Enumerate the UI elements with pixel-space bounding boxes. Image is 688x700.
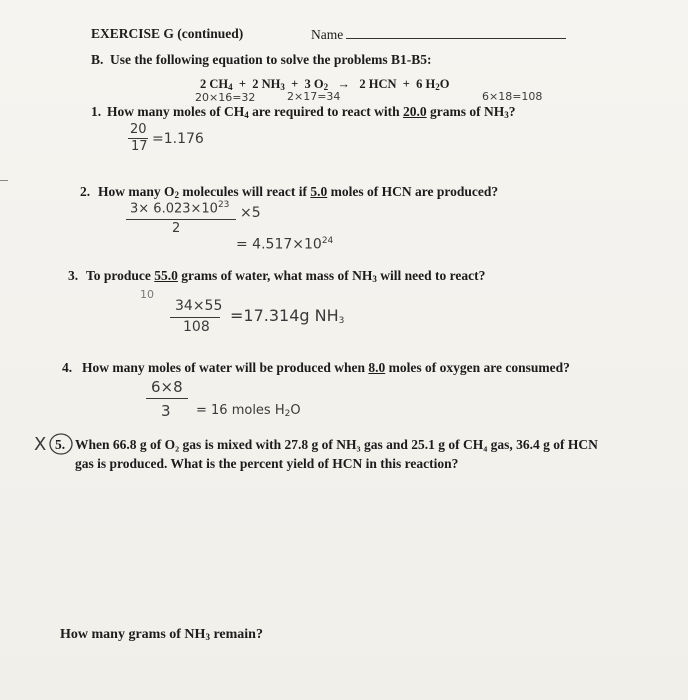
- q1-text: How many moles of $CH_4$ are required to react with 20.0 grams of $NH_3$?: [107, 104, 516, 120]
- q1-work-denominator: 17: [131, 139, 148, 154]
- handwritten-note-3: 6×18=108: [482, 90, 543, 103]
- q3-text: To produce 55.0 grams of water, what mass of $NH_3$ will need to react?: [86, 268, 486, 284]
- q3-number: 3.: [68, 268, 79, 283]
- q4-work-result: = 16 moles $H_2O$: [196, 403, 301, 419]
- q3-work-numerator: 34×55: [175, 298, 223, 314]
- q2-work-result: = $4.517\times 10^{24}$: [236, 236, 334, 253]
- q1-work-result: =1.176: [152, 131, 204, 147]
- name-label: Name: [311, 27, 344, 42]
- q5-x-mark: X: [34, 434, 47, 455]
- q1-work-numerator: 20: [130, 122, 147, 137]
- q2-work-denominator: 2: [172, 221, 181, 236]
- q2-fraction-bar: [126, 219, 236, 220]
- q3-fraction-bar: [170, 317, 220, 318]
- q5-text-line-1: When 66.8 g of O₂ gas is mixed with 27.8 g of NH₃ gas and 25.1 g of CH₄ gas, 36.4 g of HCN: [75, 437, 598, 452]
- page-edge-mark: [0, 180, 8, 181]
- q4-work-numerator: 6×8: [151, 378, 183, 396]
- section-b-instruction: Use the following equation to solve the problems B1-B5:: [110, 52, 432, 67]
- q4-number: 4.: [62, 360, 73, 375]
- section-b-label: B.: [91, 52, 104, 67]
- q2-work-numerator: $3\times 6.023\times 10^{23}$: [130, 200, 230, 217]
- handwritten-note-1: 20×16=32: [195, 91, 256, 104]
- q3-work-denominator: 108: [183, 319, 210, 335]
- q5-number: 5.: [55, 437, 66, 452]
- followup-question: How many grams of $NH_3$ remain?: [60, 627, 263, 642]
- q3-faint-mark: 10: [140, 288, 154, 301]
- q4-work-denominator: 3: [161, 402, 171, 420]
- q5-text-line-2: gas is produced. What is the percent yield of HCN in this reaction?: [75, 456, 459, 471]
- handwritten-note-2: 2×17=34: [287, 90, 341, 103]
- chemical-equation: 2 $CH_4 + 2$ $NH_3 + 3$ $O_2$ → 2 HCN + 6 $H_2O$: [200, 77, 450, 92]
- q1-number: 1.: [91, 104, 102, 119]
- q3-work-result: =17.314g $NH_3$: [230, 306, 345, 326]
- exercise-title: EXERCISE G (continued): [91, 26, 244, 41]
- q2-number: 2.: [80, 184, 91, 199]
- q4-text: How many moles of water will be produced when 8.0 moles of oxygen are consumed?: [82, 360, 570, 375]
- q2-text: How many $O_2$ molecules will react if 5.0 moles of HCN are produced?: [98, 184, 499, 200]
- q4-fraction-bar: [146, 398, 188, 399]
- name-field-line[interactable]: [346, 38, 566, 39]
- q2-work-multiplier: ×5: [240, 205, 261, 221]
